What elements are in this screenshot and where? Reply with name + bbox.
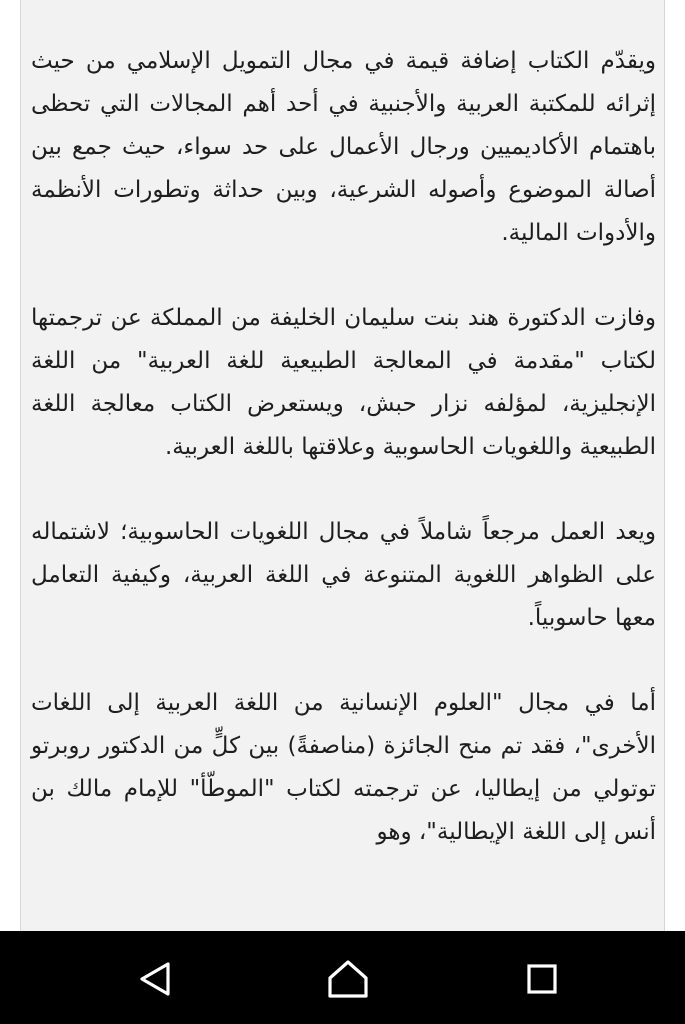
article-paragraph-4: أما في مجال "العلوم الإنسانية من اللغة العربية إلى اللغات الأخرى"، فقد تم منح الجائزة (مناصفةً) بين كلٍّ من الدكتور روبرتو توتولي من إيطاليا، عن ترجمته لكتاب "الموطّأ" للإمام مالك بن أنس إلى اللغة الإيطالية"، وهو [31, 690, 656, 845]
navigation-bar [0, 931, 685, 1024]
home-button[interactable] [326, 957, 370, 1001]
home-icon [326, 959, 370, 999]
back-icon [135, 959, 175, 999]
article-page [20, 0, 665, 931]
article-body [31, 40, 656, 896]
article-paragraph-2: وفازت الدكتورة هند بنت سليمان الخليفة من المملكة عن ترجمتها لكتاب "مقدمة في المعالجة الطبيعية للغة العربية" من اللغة الإنجليزية، لمؤلفه نزار حبش، ويستعرض الكتاب معالجة اللغة الطبيعية واللغويات الحاسوبية وعلاقتها باللغة العربية. [31, 305, 656, 460]
article-paragraph-1: ويقدّم الكتاب إضافة قيمة في مجال التمويل الإسلامي من حيث إثرائه للمكتبة العربية والأجنبية في أحد أهم المجالات التي تحظى باهتمام الأكاديميين ورجال الأعمال على حد سواء، حيث جمع بين أصالة الموضوع وأصوله الشرعية، وبين حداثة وتطورات الأنظمة والأدوات المالية. [31, 48, 656, 246]
recents-icon [522, 959, 562, 999]
article-paragraph-3: ويعد العمل مرجعاً شاملاً في مجال اللغويات الحاسوبية؛ لاشتماله على الظواهر اللغوية المتنوعة في اللغة العربية، وكيفية التعامل معها حاسوبياً. [31, 519, 656, 631]
back-button[interactable] [133, 957, 177, 1001]
recents-button[interactable] [520, 957, 564, 1001]
